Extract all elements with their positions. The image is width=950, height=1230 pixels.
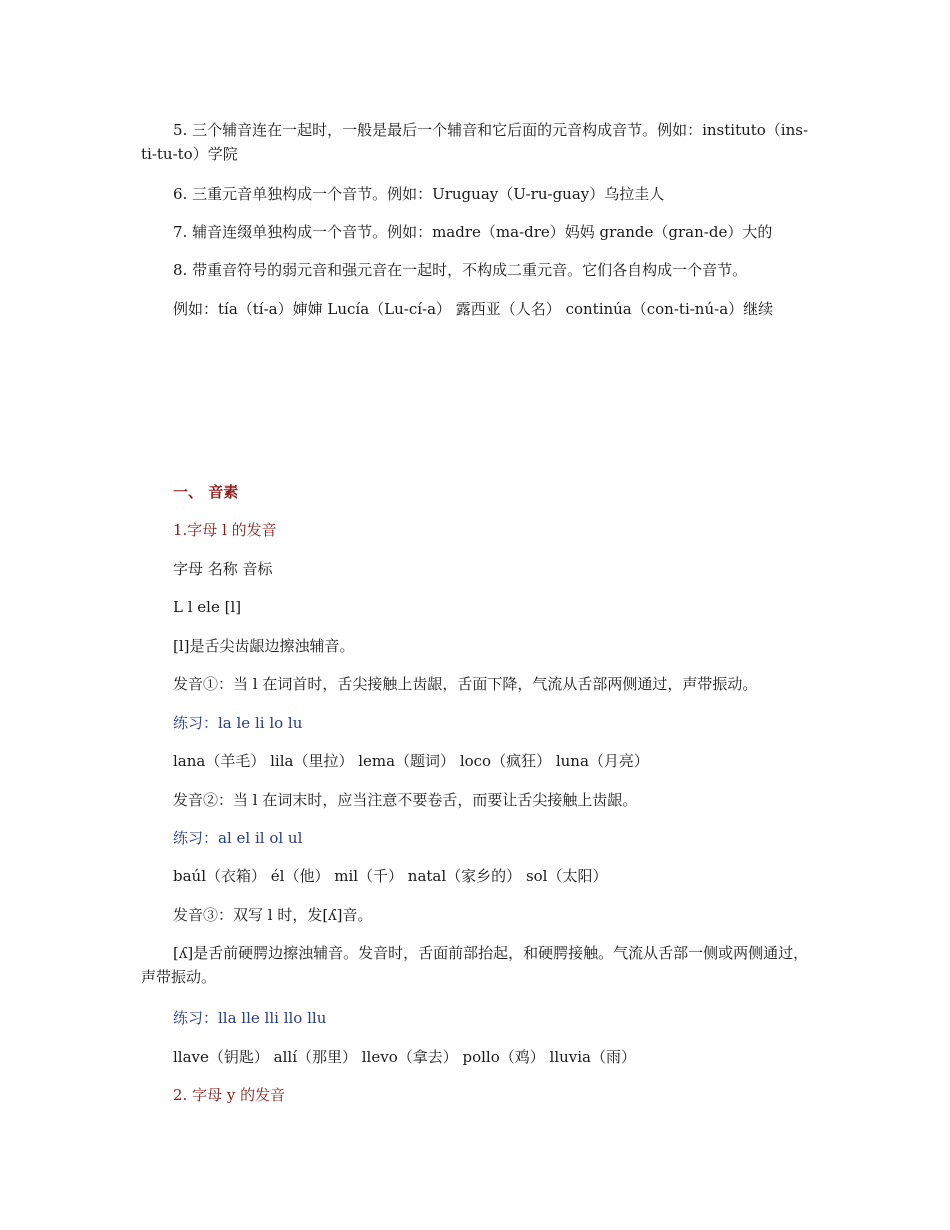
table-row: L l ele [l] (173, 598, 242, 616)
practice-3: 练习：lla lle lli llo llu (173, 1009, 327, 1027)
ll-description: [ʎ]是舌前硬腭边擦浊辅音。发音时，舌面前部抬起，和硬腭接触。气流从舌部一侧或两侧通过，声带振动。 (141, 944, 809, 986)
l-description: [l]是舌尖齿龈边擦浊辅音。 (173, 637, 355, 655)
practice-2: 练习：al el il ol ul (173, 829, 303, 847)
subsection-heading-letter-l: 1.字母 l 的发音 (173, 521, 277, 539)
paragraph-rule-8-example: 例如：tía（tí-a）婶婶 Lucía（Lu-cí-a） 露西亚（人名） continúa（con-ti-nú-a）继续 (173, 300, 774, 318)
table-header: 字母 名称 音标 (173, 560, 273, 578)
pronunciation-2: 发音②：当 l 在词末时，应当注意不要卷舌，而要让舌尖接触上齿龈。 (173, 791, 638, 809)
pronunciation-1: 发音①：当 l 在词首时，舌尖接触上齿龈，舌面下降，气流从舌部两侧通过，声带振动。 (173, 675, 758, 693)
pronunciation-3: 发音③：双写 l 时，发[ʎ]音。 (173, 906, 373, 924)
subsection-heading-letter-y: 2. 字母 y 的发音 (173, 1086, 286, 1104)
paragraph-rule-5: 5. 三个辅音连在一起时，一般是最后一个辅音和它后面的元音构成音节。例如：instituto（ins-ti-tu-to）学院 (141, 121, 809, 163)
practice-1: 练习：la le li lo lu (173, 714, 303, 732)
paragraph-rule-8: 8. 带重音符号的弱元音和强元音在一起时，不构成二重元音。它们各自构成一个音节。 (173, 261, 748, 279)
example-words-1: lana（羊毛） lila（里拉） lema（题词） loco（疯狂） luna（月亮） (173, 752, 649, 770)
section-heading: 一、 音素 (173, 483, 239, 501)
paragraph-rule-6: 6. 三重元音单独构成一个音节。例如：Uruguay（U-ru-guay）乌拉圭人 (173, 185, 665, 203)
paragraph-rule-7: 7. 辅音连缀单独构成一个音节。例如：madre（ma-dre）妈妈 grande（gran-de）大的 (173, 223, 773, 241)
example-words-3: llave（钥匙） allí（那里） llevo（拿去） pollo（鸡） lluvia（雨） (173, 1048, 637, 1066)
example-words-2: baúl（衣箱） él（他） mil（千） natal（家乡的） sol（太阳） (173, 867, 608, 885)
